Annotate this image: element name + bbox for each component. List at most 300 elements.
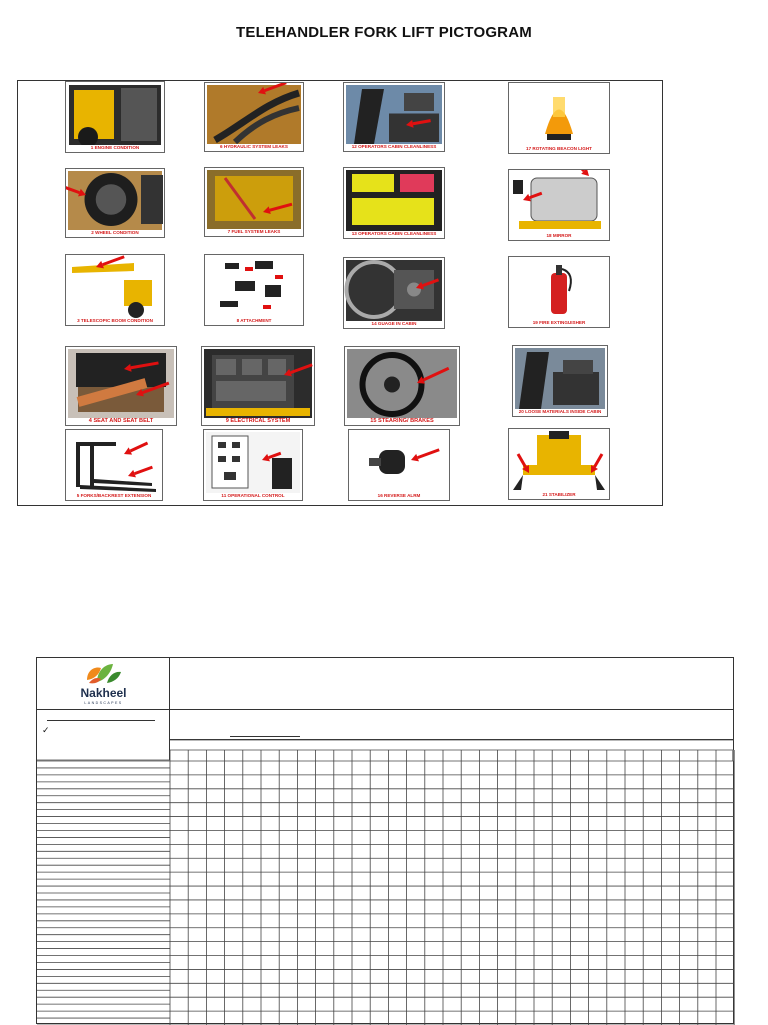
check-cell[interactable] — [444, 762, 461, 775]
check-cell[interactable] — [243, 845, 260, 858]
check-cell[interactable] — [444, 970, 461, 983]
check-cell[interactable] — [698, 831, 715, 844]
check-cell[interactable] — [207, 775, 224, 788]
check-cell[interactable] — [717, 984, 734, 997]
check-cell[interactable] — [698, 956, 715, 969]
check-cell[interactable] — [425, 762, 442, 775]
check-cell[interactable] — [680, 803, 697, 816]
check-cell[interactable] — [680, 887, 697, 900]
check-cell[interactable] — [262, 928, 279, 941]
check-cell[interactable] — [516, 942, 533, 955]
check-cell[interactable] — [425, 789, 442, 802]
check-cell[interactable] — [389, 887, 406, 900]
check-cell[interactable] — [662, 942, 679, 955]
check-cell[interactable] — [298, 970, 315, 983]
check-cell[interactable] — [316, 845, 333, 858]
check-cell[interactable] — [444, 1012, 461, 1025]
check-cell[interactable] — [589, 775, 606, 788]
check-cell[interactable] — [334, 956, 351, 969]
check-cell[interactable] — [298, 803, 315, 816]
check-cell[interactable] — [280, 956, 297, 969]
check-cell[interactable] — [662, 831, 679, 844]
check-cell[interactable] — [371, 831, 388, 844]
check-cell[interactable] — [316, 956, 333, 969]
check-cell[interactable] — [535, 914, 552, 927]
check-cell[interactable] — [607, 900, 624, 913]
check-cell[interactable] — [298, 900, 315, 913]
check-cell[interactable] — [644, 859, 661, 872]
check-cell[interactable] — [334, 873, 351, 886]
check-cell[interactable] — [189, 859, 206, 872]
check-cell[interactable] — [243, 873, 260, 886]
check-cell[interactable] — [462, 998, 479, 1011]
check-cell[interactable] — [644, 817, 661, 830]
check-cell[interactable] — [189, 900, 206, 913]
check-cell[interactable] — [498, 817, 515, 830]
check-cell[interactable] — [189, 831, 206, 844]
check-cell[interactable] — [298, 914, 315, 927]
check-cell[interactable] — [553, 873, 570, 886]
check-cell[interactable] — [243, 803, 260, 816]
check-cell[interactable] — [589, 859, 606, 872]
check-cell[interactable] — [589, 789, 606, 802]
check-cell[interactable] — [407, 775, 424, 788]
check-cell[interactable] — [644, 831, 661, 844]
check-cell[interactable] — [316, 1012, 333, 1025]
check-cell[interactable] — [626, 984, 643, 997]
check-cell[interactable] — [425, 1012, 442, 1025]
check-cell[interactable] — [298, 789, 315, 802]
check-cell[interactable] — [644, 914, 661, 927]
check-cell[interactable] — [680, 970, 697, 983]
check-cell[interactable] — [425, 873, 442, 886]
check-cell[interactable] — [498, 873, 515, 886]
check-cell[interactable] — [225, 845, 242, 858]
check-cell[interactable] — [407, 984, 424, 997]
check-cell[interactable] — [207, 956, 224, 969]
check-cell[interactable] — [644, 998, 661, 1011]
check-cell[interactable] — [516, 998, 533, 1011]
check-cell[interactable] — [298, 956, 315, 969]
check-cell[interactable] — [553, 845, 570, 858]
check-cell[interactable] — [589, 984, 606, 997]
check-cell[interactable] — [516, 914, 533, 927]
check-cell[interactable] — [553, 970, 570, 983]
check-cell[interactable] — [171, 956, 188, 969]
check-cell[interactable] — [480, 914, 497, 927]
check-cell[interactable] — [607, 775, 624, 788]
check-cell[interactable] — [607, 887, 624, 900]
check-cell[interactable] — [425, 859, 442, 872]
check-cell[interactable] — [207, 789, 224, 802]
check-cell[interactable] — [553, 859, 570, 872]
check-cell[interactable] — [589, 998, 606, 1011]
check-cell[interactable] — [662, 873, 679, 886]
check-cell[interactable] — [462, 873, 479, 886]
check-cell[interactable] — [207, 942, 224, 955]
check-cell[interactable] — [280, 859, 297, 872]
check-cell[interactable] — [425, 887, 442, 900]
check-cell[interactable] — [243, 900, 260, 913]
check-cell[interactable] — [571, 873, 588, 886]
check-cell[interactable] — [371, 789, 388, 802]
check-cell[interactable] — [626, 956, 643, 969]
check-cell[interactable] — [444, 942, 461, 955]
check-cell[interactable] — [243, 817, 260, 830]
check-cell[interactable] — [225, 900, 242, 913]
check-cell[interactable] — [280, 998, 297, 1011]
check-cell[interactable] — [189, 928, 206, 941]
check-cell[interactable] — [262, 762, 279, 775]
check-cell[interactable] — [280, 914, 297, 927]
check-cell[interactable] — [225, 887, 242, 900]
check-cell[interactable] — [298, 942, 315, 955]
check-cell[interactable] — [425, 845, 442, 858]
check-cell[interactable] — [626, 817, 643, 830]
check-cell[interactable] — [516, 928, 533, 941]
check-cell[interactable] — [680, 859, 697, 872]
check-cell[interactable] — [698, 984, 715, 997]
check-cell[interactable] — [717, 775, 734, 788]
check-cell[interactable] — [262, 914, 279, 927]
check-cell[interactable] — [571, 775, 588, 788]
check-cell[interactable] — [262, 803, 279, 816]
check-cell[interactable] — [407, 956, 424, 969]
check-cell[interactable] — [243, 956, 260, 969]
check-cell[interactable] — [207, 900, 224, 913]
check-cell[interactable] — [498, 762, 515, 775]
check-cell[interactable] — [407, 900, 424, 913]
check-cell[interactable] — [225, 762, 242, 775]
check-cell[interactable] — [480, 762, 497, 775]
check-cell[interactable] — [444, 775, 461, 788]
check-cell[interactable] — [334, 803, 351, 816]
check-cell[interactable] — [371, 942, 388, 955]
check-cell[interactable] — [189, 817, 206, 830]
check-cell[interactable] — [516, 762, 533, 775]
check-cell[interactable] — [516, 956, 533, 969]
check-cell[interactable] — [498, 831, 515, 844]
check-cell[interactable] — [189, 845, 206, 858]
check-cell[interactable] — [371, 762, 388, 775]
check-cell[interactable] — [680, 928, 697, 941]
check-cell[interactable] — [444, 789, 461, 802]
check-cell[interactable] — [425, 900, 442, 913]
check-cell[interactable] — [316, 831, 333, 844]
check-cell[interactable] — [480, 845, 497, 858]
check-cell[interactable] — [571, 998, 588, 1011]
check-cell[interactable] — [516, 984, 533, 997]
check-cell[interactable] — [298, 1012, 315, 1025]
check-cell[interactable] — [407, 762, 424, 775]
check-cell[interactable] — [680, 775, 697, 788]
check-cell[interactable] — [371, 928, 388, 941]
check-cell[interactable] — [389, 914, 406, 927]
check-cell[interactable] — [589, 817, 606, 830]
check-cell[interactable] — [662, 970, 679, 983]
check-cell[interactable] — [371, 845, 388, 858]
check-cell[interactable] — [444, 900, 461, 913]
check-cell[interactable] — [607, 914, 624, 927]
check-cell[interactable] — [535, 970, 552, 983]
check-cell[interactable] — [553, 998, 570, 1011]
check-cell[interactable] — [626, 998, 643, 1011]
check-cell[interactable] — [607, 956, 624, 969]
check-cell[interactable] — [407, 845, 424, 858]
check-cell[interactable] — [316, 998, 333, 1011]
check-cell[interactable] — [553, 831, 570, 844]
check-cell[interactable] — [425, 984, 442, 997]
check-cell[interactable] — [498, 789, 515, 802]
check-cell[interactable] — [334, 928, 351, 941]
check-cell[interactable] — [262, 998, 279, 1011]
check-cell[interactable] — [225, 914, 242, 927]
check-cell[interactable] — [207, 914, 224, 927]
check-cell[interactable] — [480, 873, 497, 886]
check-cell[interactable] — [243, 1012, 260, 1025]
check-cell[interactable] — [498, 803, 515, 816]
check-cell[interactable] — [243, 789, 260, 802]
check-cell[interactable] — [680, 942, 697, 955]
check-cell[interactable] — [189, 1012, 206, 1025]
check-cell[interactable] — [407, 817, 424, 830]
check-cell[interactable] — [353, 956, 370, 969]
check-cell[interactable] — [571, 831, 588, 844]
check-cell[interactable] — [680, 900, 697, 913]
check-cell[interactable] — [553, 789, 570, 802]
check-cell[interactable] — [425, 928, 442, 941]
check-cell[interactable] — [262, 900, 279, 913]
check-cell[interactable] — [480, 1012, 497, 1025]
check-cell[interactable] — [171, 762, 188, 775]
check-cell[interactable] — [717, 914, 734, 927]
check-cell[interactable] — [189, 942, 206, 955]
check-cell[interactable] — [207, 887, 224, 900]
check-cell[interactable] — [280, 789, 297, 802]
check-cell[interactable] — [189, 775, 206, 788]
check-cell[interactable] — [662, 845, 679, 858]
check-cell[interactable] — [498, 900, 515, 913]
check-cell[interactable] — [353, 970, 370, 983]
check-cell[interactable] — [389, 859, 406, 872]
check-cell[interactable] — [462, 775, 479, 788]
check-cell[interactable] — [589, 1012, 606, 1025]
check-cell[interactable] — [243, 984, 260, 997]
check-cell[interactable] — [316, 817, 333, 830]
check-cell[interactable] — [316, 914, 333, 927]
check-cell[interactable] — [371, 873, 388, 886]
check-cell[interactable] — [444, 998, 461, 1011]
check-cell[interactable] — [371, 984, 388, 997]
check-cell[interactable] — [480, 928, 497, 941]
check-cell[interactable] — [662, 887, 679, 900]
check-cell[interactable] — [589, 762, 606, 775]
check-cell[interactable] — [480, 887, 497, 900]
check-cell[interactable] — [516, 873, 533, 886]
check-cell[interactable] — [316, 887, 333, 900]
check-cell[interactable] — [553, 762, 570, 775]
check-cell[interactable] — [626, 970, 643, 983]
check-cell[interactable] — [462, 914, 479, 927]
check-cell[interactable] — [480, 775, 497, 788]
check-cell[interactable] — [717, 970, 734, 983]
check-cell[interactable] — [644, 789, 661, 802]
check-cell[interactable] — [334, 845, 351, 858]
check-cell[interactable] — [607, 831, 624, 844]
check-cell[interactable] — [626, 914, 643, 927]
check-cell[interactable] — [698, 900, 715, 913]
check-cell[interactable] — [371, 803, 388, 816]
check-cell[interactable] — [462, 1012, 479, 1025]
check-cell[interactable] — [480, 956, 497, 969]
check-cell[interactable] — [717, 831, 734, 844]
check-cell[interactable] — [316, 859, 333, 872]
check-cell[interactable] — [535, 789, 552, 802]
check-cell[interactable] — [207, 984, 224, 997]
check-cell[interactable] — [589, 914, 606, 927]
check-cell[interactable] — [334, 942, 351, 955]
check-cell[interactable] — [462, 970, 479, 983]
check-cell[interactable] — [189, 998, 206, 1011]
check-cell[interactable] — [407, 859, 424, 872]
check-cell[interactable] — [498, 914, 515, 927]
check-cell[interactable] — [444, 887, 461, 900]
check-cell[interactable] — [553, 900, 570, 913]
check-cell[interactable] — [207, 845, 224, 858]
check-cell[interactable] — [243, 775, 260, 788]
check-cell[interactable] — [207, 817, 224, 830]
check-cell[interactable] — [389, 942, 406, 955]
check-cell[interactable] — [535, 859, 552, 872]
check-cell[interactable] — [516, 845, 533, 858]
check-cell[interactable] — [407, 1012, 424, 1025]
check-cell[interactable] — [553, 887, 570, 900]
check-cell[interactable] — [280, 775, 297, 788]
check-cell[interactable] — [225, 970, 242, 983]
check-cell[interactable] — [626, 775, 643, 788]
check-cell[interactable] — [516, 817, 533, 830]
check-cell[interactable] — [389, 762, 406, 775]
check-cell[interactable] — [389, 984, 406, 997]
check-cell[interactable] — [389, 1012, 406, 1025]
check-cell[interactable] — [626, 900, 643, 913]
check-cell[interactable] — [425, 970, 442, 983]
check-cell[interactable] — [589, 831, 606, 844]
check-cell[interactable] — [698, 914, 715, 927]
check-cell[interactable] — [698, 817, 715, 830]
check-cell[interactable] — [189, 873, 206, 886]
check-cell[interactable] — [280, 831, 297, 844]
check-cell[interactable] — [298, 887, 315, 900]
check-cell[interactable] — [189, 984, 206, 997]
check-cell[interactable] — [571, 859, 588, 872]
check-cell[interactable] — [680, 845, 697, 858]
check-cell[interactable] — [480, 831, 497, 844]
check-cell[interactable] — [280, 1012, 297, 1025]
check-cell[interactable] — [207, 803, 224, 816]
check-cell[interactable] — [225, 873, 242, 886]
check-cell[interactable] — [553, 1012, 570, 1025]
check-cell[interactable] — [298, 762, 315, 775]
check-cell[interactable] — [462, 845, 479, 858]
check-cell[interactable] — [698, 845, 715, 858]
check-cell[interactable] — [535, 942, 552, 955]
check-cell[interactable] — [171, 775, 188, 788]
check-cell[interactable] — [589, 803, 606, 816]
check-cell[interactable] — [516, 775, 533, 788]
check-cell[interactable] — [389, 970, 406, 983]
check-cell[interactable] — [389, 928, 406, 941]
check-cell[interactable] — [662, 984, 679, 997]
check-cell[interactable] — [425, 956, 442, 969]
check-cell[interactable] — [171, 859, 188, 872]
check-cell[interactable] — [353, 762, 370, 775]
check-cell[interactable] — [571, 1012, 588, 1025]
check-cell[interactable] — [280, 928, 297, 941]
check-cell[interactable] — [698, 873, 715, 886]
check-cell[interactable] — [371, 1012, 388, 1025]
check-cell[interactable] — [316, 775, 333, 788]
check-cell[interactable] — [225, 928, 242, 941]
check-cell[interactable] — [535, 775, 552, 788]
check-cell[interactable] — [425, 914, 442, 927]
check-cell[interactable] — [353, 998, 370, 1011]
check-cell[interactable] — [298, 859, 315, 872]
check-cell[interactable] — [262, 970, 279, 983]
check-cell[interactable] — [189, 887, 206, 900]
check-cell[interactable] — [680, 1012, 697, 1025]
check-cell[interactable] — [498, 887, 515, 900]
check-cell[interactable] — [425, 803, 442, 816]
check-cell[interactable] — [480, 859, 497, 872]
check-cell[interactable] — [353, 873, 370, 886]
check-cell[interactable] — [589, 928, 606, 941]
check-cell[interactable] — [334, 998, 351, 1011]
check-cell[interactable] — [698, 803, 715, 816]
check-cell[interactable] — [444, 928, 461, 941]
check-cell[interactable] — [644, 1012, 661, 1025]
check-cell[interactable] — [280, 942, 297, 955]
check-cell[interactable] — [334, 970, 351, 983]
check-cell[interactable] — [553, 984, 570, 997]
check-cell[interactable] — [407, 789, 424, 802]
check-cell[interactable] — [407, 998, 424, 1011]
check-cell[interactable] — [171, 817, 188, 830]
check-cell[interactable] — [480, 803, 497, 816]
check-cell[interactable] — [644, 928, 661, 941]
check-cell[interactable] — [171, 1012, 188, 1025]
check-cell[interactable] — [607, 789, 624, 802]
check-cell[interactable] — [644, 942, 661, 955]
check-cell[interactable] — [607, 873, 624, 886]
check-cell[interactable] — [444, 873, 461, 886]
check-cell[interactable] — [243, 942, 260, 955]
check-cell[interactable] — [717, 942, 734, 955]
check-cell[interactable] — [444, 859, 461, 872]
check-cell[interactable] — [262, 1012, 279, 1025]
check-cell[interactable] — [353, 775, 370, 788]
check-cell[interactable] — [462, 900, 479, 913]
check-cell[interactable] — [462, 956, 479, 969]
check-cell[interactable] — [171, 984, 188, 997]
check-cell[interactable] — [698, 859, 715, 872]
check-cell[interactable] — [298, 998, 315, 1011]
check-cell[interactable] — [571, 762, 588, 775]
check-cell[interactable] — [589, 887, 606, 900]
check-cell[interactable] — [662, 859, 679, 872]
check-cell[interactable] — [498, 998, 515, 1011]
check-cell[interactable] — [607, 859, 624, 872]
